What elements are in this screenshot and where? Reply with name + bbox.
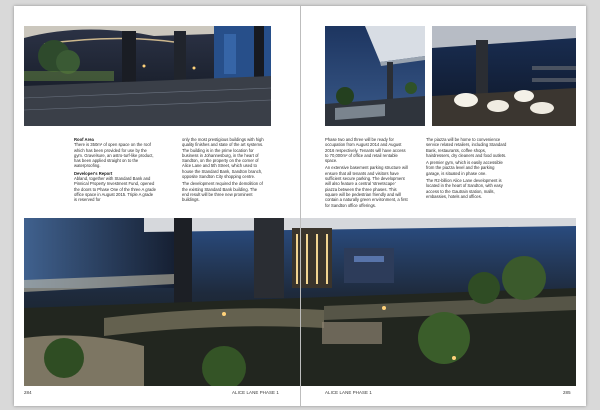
column-3-paragraph-2: An extensive basement parking structure will ensure that all tenants and visitors have sufficient secure parking. The development will also feature a central 'streetscape' piazza between the three phases. This square will be pedestrian friendly and will contain a naturally green environment, a first for Sandton office offerings. [325,165,408,208]
footer-page-number-left: 284 [24,390,32,395]
roof-area-heading: Roof Area [74,137,94,142]
column-2-paragraph-2: The development required the demolition of the existing Standard Bank building. The end result will be three new prominent buildings. [182,181,263,203]
column-2-paragraph-1: only the most prestigious buildings with high quality finishes and state of the art systems. The building is in the prime location for business in Johannesburg, in the heart of Sandton, on the property on the corner of Alice Lane and 5th Street, which used to house the Standard Bank, Sandton branch, opposite Sandton City shopping centre. [182,137,264,180]
column-4-paragraph-3: The R2-billion Alice Lane development is located in the heart of Sandton, with easy access to the Gautrain station, malls, embassies, hotels and offices. [426,178,503,199]
photo-tower-dusk [325,26,425,126]
text-column-2 [182,137,265,205]
roof-area-text: There is 350m² of open space on the roof which has been provided for use by the gym. Gravelsure, an astro-turf-like product, has been applied straight on to the waterproofing. [74,142,154,169]
magazine-spread [14,6,586,406]
column-4-paragraph-2: A premier gym, which is easily accessible from the piazza level and the parking garage, is situated in phase one. [426,160,503,176]
footer-title-right: ALICE LANE PHASE 1 [325,390,372,395]
text-column-3 [325,137,408,210]
column-3-paragraph-1: Phase two and three will be ready for occupation from August 2014 and August 2016 respectively. Tenants will have access to 70,000m² of office and retail rentable space. [325,137,406,164]
page-gutter [300,6,301,406]
column-4-paragraph-1: The piazza will be home to convenience service related retailers, including Standard Bank, restaurants, coffee shops, hairdressers, dry cleaners and food outlets. [426,137,507,158]
footer-page-number-right: 285 [563,390,571,395]
developers-report-heading: Developer's Report [74,170,113,176]
photo-lounge-seating [432,26,576,126]
developers-report-text: Abland, together with Standard Bank and Pinnical Property Investment Fund, opened the doors to Phase One of the three A grade office space in August 2015. Triple A grade is reserved for [74,176,156,203]
photo-terrace-night [24,26,271,126]
footer-title-left: ALICE LANE PHASE 1 [232,390,279,395]
text-column-4 [426,137,509,201]
text-column-1 [74,137,157,205]
